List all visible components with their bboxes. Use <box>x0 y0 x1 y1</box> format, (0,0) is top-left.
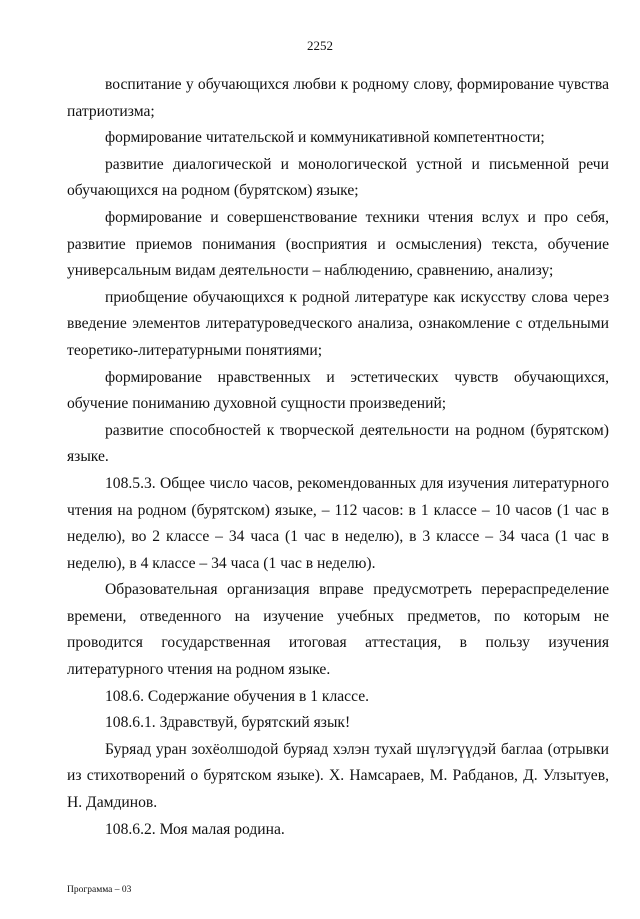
paragraph-goal-love-of-native-word: воспитание у обучающихся любви к родному слову, формирование чувства патриотизма; <box>67 76 609 120</box>
heading-section-108-6: 108.6. Содержание обучения в 1 классе. <box>105 687 370 705</box>
paragraph-poem-collection: Буряад уран зохёолшодой буряад хэлэн тухай шүлэгүүдэй баглаа (отрывки из стихотворений о бурятском языке). Х. Намсараев, М. Рабданов, Д. Улзытуев, Н. Дамдинов. <box>67 740 609 812</box>
footer-program-label: Программа – 03 <box>67 885 132 895</box>
document-body <box>67 72 609 843</box>
paragraph-section-108-5-3-hours: 108.5.3. Общее число часов, рекомендованных для изучения литературного чтения на родном (бурятском) языке, – 112 часов: в 1 классе – 10 часов (1 час в неделю), во 2 классе – 34 часа (1 час в неделю), в 3 классе – 34 часа (1 час в неделю), в 4 классе – 34 часа (1 час в неделю). <box>67 474 609 572</box>
paragraph-goal-moral-feelings: формирование нравственных и эстетических чувств обучающихся, обучение пониманию духовной сущности произведений; <box>67 368 609 413</box>
paragraph-goal-native-literature: приобщение обучающихся к родной литературе как искусству слова через введение элементов литературоведческого анализа, ознакомление с отдельными теоретико-литературными понятиями; <box>67 288 609 359</box>
paragraph-goal-reading-competence: формирование читательской и коммуникативной компетентности; <box>105 129 545 147</box>
heading-section-108-6-1: 108.6.1. Здравствуй, бурятский язык! <box>105 714 351 732</box>
paragraph-goal-creative-abilities: развитие способностей к творческой деятельности на родном (бурятском) языке. <box>67 421 609 466</box>
paragraph-time-redistribution: Образовательная организация вправе предусмотреть перераспределение времени, отведенного на изучение учебных предметов, по которым не проводится государственная итоговая аттестация, в пользу изучения литературного чтения на родном языке. <box>67 581 609 679</box>
heading-section-108-6-2: 108.6.2. Моя малая родина. <box>105 820 285 838</box>
paragraph-goal-reading-technique: формирование и совершенствование техники чтения вслух и про себя, развитие приемов понимания (восприятия и осмысления) текста, обучение универсальным видам деятельности – наблюдению, сравнению, анализу; <box>67 208 609 280</box>
paragraph-goal-speech-development: развитие диалогической и монологической устной и письменной речи обучающихся на родном (бурятском) языке; <box>67 155 609 200</box>
page-number: 2252 <box>307 38 333 53</box>
